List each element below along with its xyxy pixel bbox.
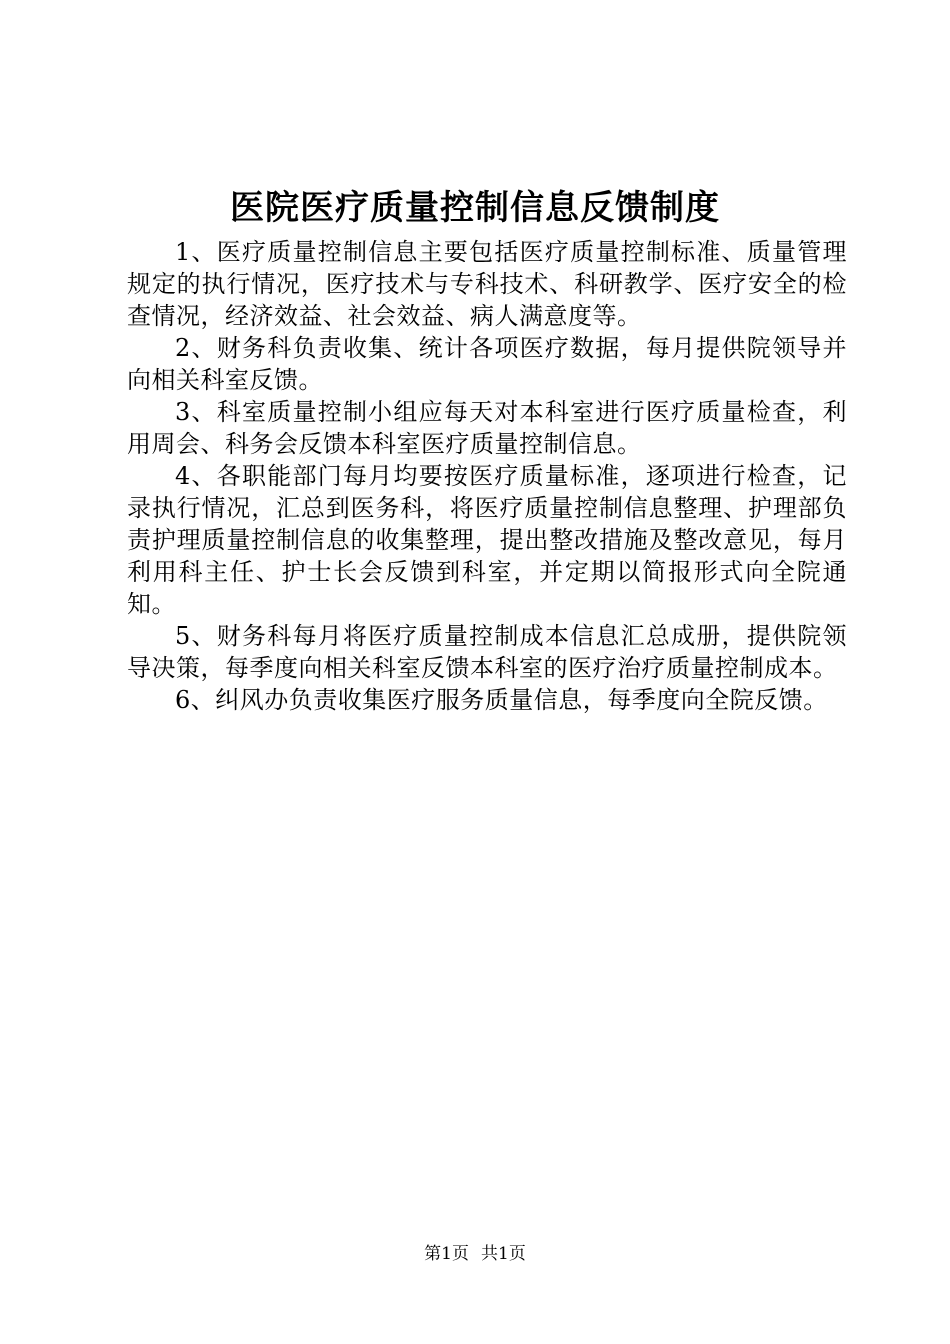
paragraph-2: 2、财务科负责收集、统计各项医疗数据，每月提供院领导并向相关科室反馈。 — [127, 334, 847, 394]
page-number-total: 共1页 — [481, 1244, 526, 1264]
paragraph-3: 3、科室质量控制小组应每天对本科室进行医疗质量检查，利用周会、科务会反馈本科室医疗质量控制信息。 — [127, 398, 847, 458]
paragraph-5: 5、财务科每月将医疗质量控制成本信息汇总成册，提供院领导决策，每季度向相关科室反馈本科室的医疗治疗质量控制成本。 — [127, 622, 847, 682]
document-title: 医院医疗质量控制信息反馈制度 — [230, 188, 720, 228]
paragraph-1: 1、医疗质量控制信息主要包括医疗质量控制标准、质量管理规定的执行情况，医疗技术与专科技术、科研教学、医疗安全的检查情况，经济效益、社会效益、病人满意度等。 — [127, 238, 847, 330]
page-number-current: 第1页 — [424, 1244, 469, 1264]
paragraph-4: 4、各职能部门每月均要按医疗质量标准，逐项进行检查，记录执行情况，汇总到医务科，将医疗质量控制信息整理、护理部负责护理质量控制信息的收集整理，提出整改措施及整改意见，每月利用科主任、护士长会反馈到科室，并定期以简报形式向全院通知。 — [127, 462, 847, 618]
page-footer — [0, 1242, 950, 1266]
paragraph-6: 6、纠风办负责收集医疗服务质量信息，每季度向全院反馈。 — [175, 686, 828, 714]
document-body — [127, 236, 847, 716]
